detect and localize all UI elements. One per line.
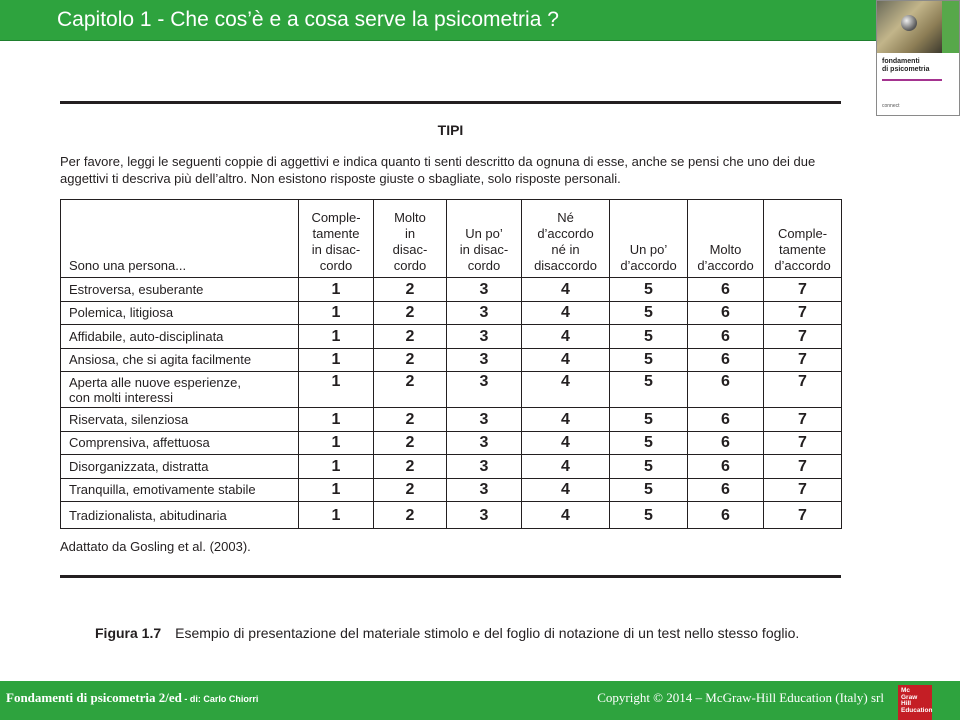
scale-option: 4 xyxy=(522,408,610,432)
table-header-label: Sono una persona... xyxy=(61,200,299,278)
table-row xyxy=(61,325,842,349)
scale-option: 6 xyxy=(688,278,764,302)
scale-option: 3 xyxy=(447,431,522,455)
scale-option: 2 xyxy=(374,348,447,372)
scale-option: 7 xyxy=(764,431,842,455)
figure-caption xyxy=(95,624,855,642)
footer-author: - di: Carlo Chiorri xyxy=(181,694,259,704)
table-header-scale-5: Un po’ d’accordo xyxy=(610,200,688,278)
slide-footer-bar xyxy=(0,681,960,720)
scale-option: 3 xyxy=(447,408,522,432)
scale-option: 2 xyxy=(374,325,447,349)
scale-option: 2 xyxy=(374,502,447,529)
book-cover-image xyxy=(876,0,960,116)
cover-ball-graphic xyxy=(901,15,917,31)
scale-option: 3 xyxy=(447,325,522,349)
scale-option: 2 xyxy=(374,372,447,408)
scale-option: 6 xyxy=(688,325,764,349)
cover-connect-label: connect xyxy=(882,103,900,109)
cover-artwork xyxy=(877,1,942,53)
row-label: Disorganizzata, distratta xyxy=(61,455,299,479)
table-header-scale-4: Né d’accordo né in disaccordo xyxy=(522,200,610,278)
table-row xyxy=(61,408,842,432)
scale-option: 5 xyxy=(610,408,688,432)
figure-top-rule xyxy=(60,101,841,104)
table-header-scale-6: Molto d’accordo xyxy=(688,200,764,278)
scale-option: 3 xyxy=(447,301,522,325)
table-header-scale-2: Molto in disac- cordo xyxy=(374,200,447,278)
scale-option: 4 xyxy=(522,325,610,349)
caption-label: Figura 1.7 xyxy=(95,625,162,641)
scale-option: 6 xyxy=(688,348,764,372)
footer-copyright: Copyright © 2014 – McGraw-Hill Education (Italy) srl xyxy=(597,690,884,705)
table-header-scale-7: Comple- tamente d’accordo xyxy=(764,200,842,278)
row-label: Affidabile, auto-disciplinata xyxy=(61,325,299,349)
slide-title: Capitolo 1 - Che cos’è e a cosa serve la psicometria ? xyxy=(57,8,559,31)
row-label: Comprensiva, affettuosa xyxy=(61,431,299,455)
scale-option: 2 xyxy=(374,431,447,455)
table-row xyxy=(61,301,842,325)
row-label: Estroversa, esuberante xyxy=(61,278,299,302)
table-header-row xyxy=(61,200,842,278)
scale-option: 1 xyxy=(299,325,374,349)
scale-option: 6 xyxy=(688,455,764,479)
scale-option: 7 xyxy=(764,278,842,302)
scale-option: 4 xyxy=(522,431,610,455)
scale-option: 1 xyxy=(299,348,374,372)
scale-option: 3 xyxy=(447,502,522,529)
scale-option: 1 xyxy=(299,408,374,432)
form-title: TIPI xyxy=(437,122,464,138)
scale-option: 6 xyxy=(688,478,764,502)
scale-option: 4 xyxy=(522,278,610,302)
scale-option: 3 xyxy=(447,372,522,408)
figure-bottom-rule xyxy=(60,575,841,578)
cover-title xyxy=(882,58,929,74)
scale-option: 7 xyxy=(764,325,842,349)
scale-option: 1 xyxy=(299,431,374,455)
cover-title-line2: di psicometria xyxy=(882,66,930,73)
scale-option: 5 xyxy=(610,348,688,372)
row-label: Polemica, litigiosa xyxy=(61,301,299,325)
scale-option: 5 xyxy=(610,455,688,479)
scale-option: 2 xyxy=(374,455,447,479)
table-row xyxy=(61,348,842,372)
scale-option: 4 xyxy=(522,372,610,408)
scale-option: 7 xyxy=(764,455,842,479)
footer-book-title: Fondamenti di psicometria 2/ed xyxy=(6,690,182,705)
form-instructions: Per favore, leggi le seguenti coppie di aggettivi e indica quanto ti senti descritto da ognuna di esse, anche se pensi che uno dei due aggettivi ti descriva più dell’altro. Non esistono risposte giuste o sbagliate, solo risposte personali. xyxy=(60,154,816,186)
footer-book-reference xyxy=(6,690,258,706)
row-label: Ansiosa, che si agita facilmente xyxy=(61,348,299,372)
caption-text: Esempio di presentazione del materiale stimolo e del foglio di notazione di un test nello stesso foglio. xyxy=(175,625,800,641)
row-label: Tradizionalista, abitudinaria xyxy=(61,502,299,529)
scale-option: 4 xyxy=(522,455,610,479)
scale-option: 6 xyxy=(688,431,764,455)
table-row xyxy=(61,502,842,529)
scale-option: 7 xyxy=(764,301,842,325)
scale-option: 1 xyxy=(299,478,374,502)
scale-option: 2 xyxy=(374,478,447,502)
mcgraw-hill-logo xyxy=(898,685,932,720)
row-label: Aperta alle nuove esperienze, con molti interessi xyxy=(61,372,299,408)
scale-option: 4 xyxy=(522,478,610,502)
table-row xyxy=(61,372,842,408)
scale-option: 3 xyxy=(447,348,522,372)
scale-option: 4 xyxy=(522,348,610,372)
scale-option: 6 xyxy=(688,502,764,529)
scale-option: 4 xyxy=(522,502,610,529)
scale-option: 6 xyxy=(688,301,764,325)
scale-option: 1 xyxy=(299,278,374,302)
scale-option: 5 xyxy=(610,502,688,529)
scale-option: 7 xyxy=(764,408,842,432)
table-row xyxy=(61,455,842,479)
scale-option: 1 xyxy=(299,455,374,479)
scale-option: 1 xyxy=(299,372,374,408)
table-header-scale-3: Un po’ in disac- cordo xyxy=(447,200,522,278)
scale-option: 5 xyxy=(610,325,688,349)
table-body xyxy=(61,278,842,529)
cover-green-strip xyxy=(942,1,960,53)
scale-option: 3 xyxy=(447,278,522,302)
row-label: Riservata, silenziosa xyxy=(61,408,299,432)
scale-option: 5 xyxy=(610,301,688,325)
scale-option: 1 xyxy=(299,502,374,529)
slide-title-bar xyxy=(0,0,876,41)
scale-option: 6 xyxy=(688,372,764,408)
scale-option: 5 xyxy=(610,478,688,502)
cover-title-line1: fondamenti xyxy=(882,58,920,65)
scale-option: 3 xyxy=(447,478,522,502)
scale-option: 5 xyxy=(610,431,688,455)
table-row xyxy=(61,278,842,302)
scale-option: 7 xyxy=(764,478,842,502)
table-row xyxy=(61,431,842,455)
scale-option: 2 xyxy=(374,301,447,325)
scale-option: 6 xyxy=(688,408,764,432)
scale-option: 1 xyxy=(299,301,374,325)
mcgraw-hill-logo-text: Mc Graw Hill Education xyxy=(901,687,933,714)
scale-option: 7 xyxy=(764,502,842,529)
scale-option: 7 xyxy=(764,372,842,408)
tipi-table xyxy=(60,199,842,529)
cover-divider xyxy=(882,79,942,81)
figure-source: Adattato da Gosling et al. (2003). xyxy=(60,539,251,554)
scale-option: 4 xyxy=(522,301,610,325)
table-header-scale-1: Comple- tamente in disac- cordo xyxy=(299,200,374,278)
scale-option: 3 xyxy=(447,455,522,479)
scale-option: 5 xyxy=(610,372,688,408)
scale-option: 2 xyxy=(374,408,447,432)
table-row xyxy=(61,478,842,502)
scale-option: 2 xyxy=(374,278,447,302)
row-label: Tranquilla, emotivamente stabile xyxy=(61,478,299,502)
scale-option: 7 xyxy=(764,348,842,372)
scale-option: 5 xyxy=(610,278,688,302)
